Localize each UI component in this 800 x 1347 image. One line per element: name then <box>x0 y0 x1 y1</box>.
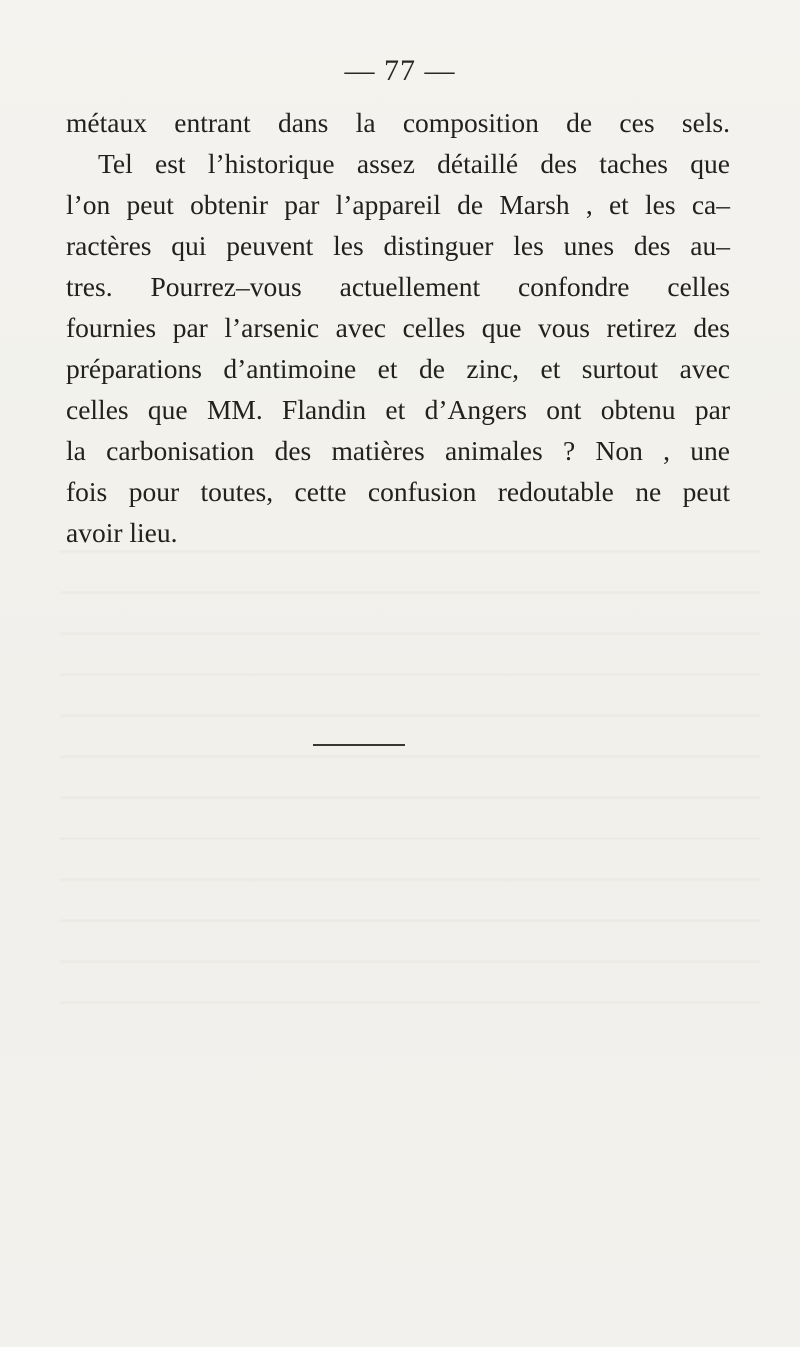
text-line: Tel est l’historique assez détaillé des taches que <box>98 148 730 179</box>
text-line: métaux entrant dans la composition de ces sels. <box>66 107 730 138</box>
text-line: ractères qui peuvent les distinguer les unes des au– <box>66 230 730 261</box>
text-line: l’on peut obtenir par l’appareil de Marsh , et les ca– <box>66 189 730 220</box>
text-line: tres. Pourrez–vous actuellement confondre celles <box>66 271 730 302</box>
text-line: la carbonisation des matières animales ? Non , une <box>66 435 730 466</box>
text-line: fournies par l’arsenic avec celles que vous retirez des <box>66 312 730 343</box>
page-number-header: — 77 — <box>344 54 456 87</box>
text-line: celles que MM. Flandin et d’Angers ont obtenu par <box>66 394 730 425</box>
text-line: avoir lieu. <box>66 517 178 548</box>
body-text <box>66 102 730 553</box>
end-rule <box>313 744 405 746</box>
show-through <box>60 520 760 1040</box>
text-line: préparations d’antimoine et de zinc, et surtout avec <box>66 353 730 384</box>
text-line: fois pour toutes, cette confusion redoutable ne peut <box>66 476 730 507</box>
